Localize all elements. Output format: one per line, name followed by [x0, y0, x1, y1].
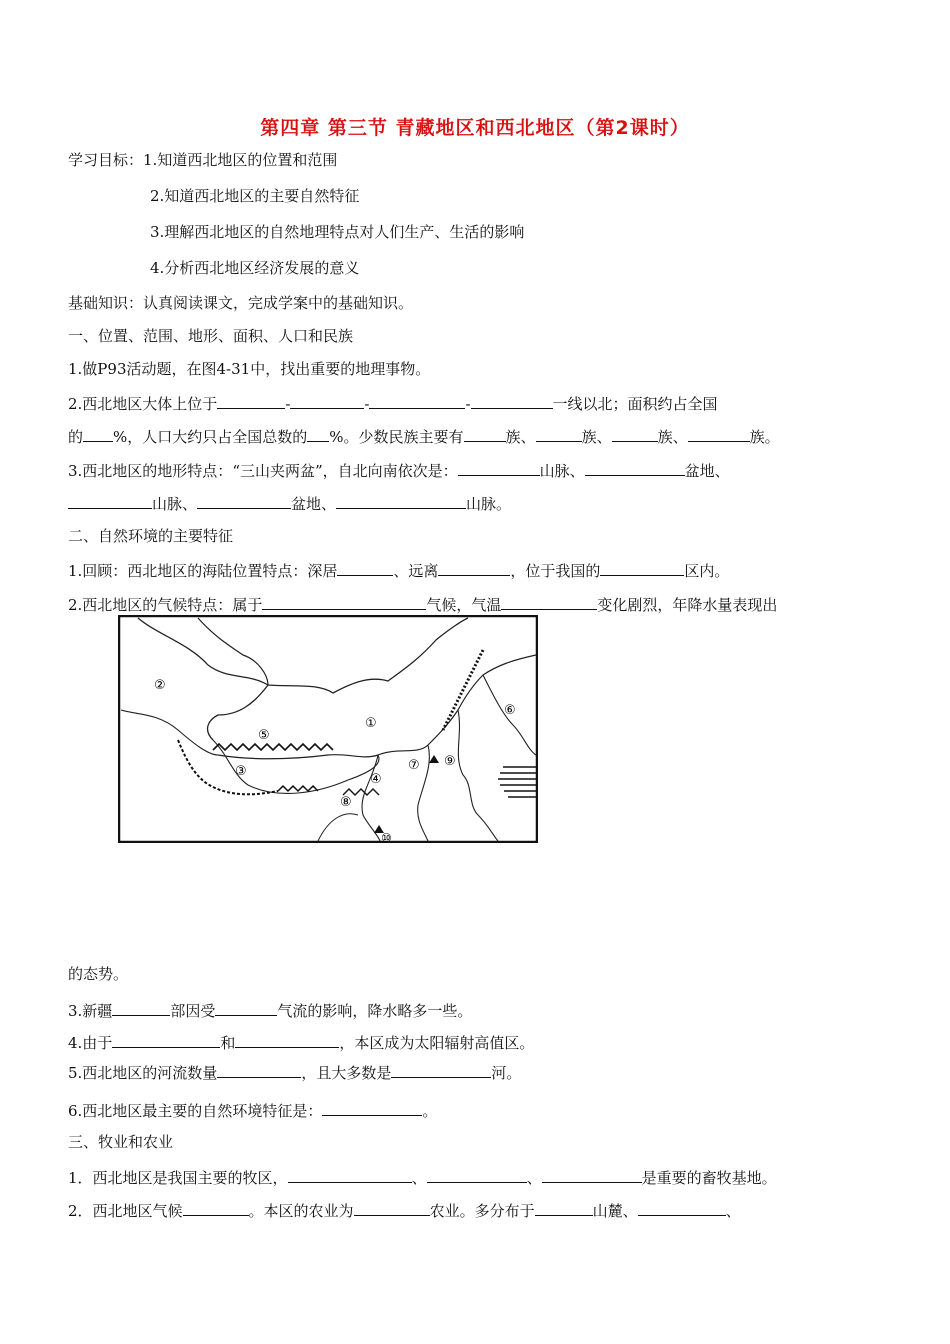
- objectives-line-1: [68, 150, 337, 170]
- answer-blank[interactable]: [183, 1199, 249, 1216]
- map-label: ⑤: [258, 728, 270, 743]
- answer-blank[interactable]: [197, 492, 291, 509]
- s1-q1: 1.做P93活动题，在图4-31中，找出重要的地理事物。: [68, 360, 431, 378]
- answer-blank[interactable]: [112, 999, 170, 1016]
- answer-blank[interactable]: [288, 1166, 412, 1183]
- s1-q2-line2: 的 %，人口大约只占全国总数的 %。少数民族主要有 族、 族、 族、 族。: [68, 425, 780, 447]
- s1-q2-line1: 2.西北地区大体上位于 - - - 一线以北；面积约占全国: [68, 392, 718, 414]
- objectives-label: 学习目标：: [68, 151, 144, 169]
- section1-heading: 一、位置、范围、地形、面积、人口和民族: [68, 327, 354, 345]
- answer-blank[interactable]: [438, 559, 510, 576]
- section2-heading: 二、自然环境的主要特征: [68, 527, 234, 545]
- map-label: ③: [235, 764, 247, 779]
- northwest-map: [118, 615, 538, 843]
- map-label: ①: [365, 716, 377, 731]
- map-label: ④: [370, 772, 382, 787]
- answer-blank[interactable]: [217, 392, 285, 409]
- answer-blank[interactable]: [391, 1061, 491, 1078]
- objective-item: 2.知道西北地区的主要自然特征: [150, 187, 360, 205]
- s2-q5: 5.西北地区的河流数量 ，且大多数是 河。: [68, 1061, 521, 1083]
- answer-blank[interactable]: [83, 425, 113, 442]
- objective-item: 1.知道西北地区的位置和范围: [143, 151, 338, 169]
- answer-blank[interactable]: [369, 392, 465, 409]
- s2-q2-line1: 2.西北地区的气候特点：属于 气候，气温 变化剧烈，年降水量表现出: [68, 593, 777, 615]
- map-label: ⑦: [408, 758, 420, 773]
- s2-q6: 6.西北地区最主要的自然环境特征是： 。: [68, 1099, 437, 1121]
- answer-blank[interactable]: [688, 425, 750, 442]
- s2-q3: 3.新疆 部因受 气流的影响，降水略多一些。: [68, 999, 472, 1021]
- map-label: ②: [154, 678, 166, 693]
- map-label: ⑩: [381, 831, 392, 843]
- answer-blank[interactable]: [501, 593, 597, 610]
- map-label: ⑧: [340, 795, 352, 810]
- page-title: 第四章 第三节 青藏地区和西北地区（第2课时）: [260, 117, 690, 139]
- answer-blank[interactable]: [112, 1031, 220, 1048]
- answer-blank[interactable]: [536, 425, 582, 442]
- section3-heading: 三、牧业和农业: [68, 1133, 174, 1151]
- s3-q2: 2．西北地区气候 。本区的农业为 农业。多分布于 山麓、 、: [68, 1199, 741, 1221]
- s2-q1: 1.回顾：西北地区的海陆位置特点：深居 、远离 ，位于我国的 区内。: [68, 559, 729, 581]
- s1-q3-line1: 3.西北地区的地形特点：“三山夹两盆”，自北向南依次是： 山脉、 盆地、: [68, 459, 730, 481]
- answer-blank[interactable]: [68, 492, 152, 509]
- s1-q3-line2: 山脉、 盆地、 山脉。: [68, 492, 511, 514]
- answer-blank[interactable]: [217, 1061, 301, 1078]
- answer-blank[interactable]: [471, 392, 553, 409]
- answer-blank[interactable]: [235, 1031, 339, 1048]
- answer-blank[interactable]: [215, 999, 277, 1016]
- answer-blank[interactable]: [354, 1199, 430, 1216]
- answer-blank[interactable]: [322, 1099, 422, 1116]
- s2-q4: 4.由于 和 ，本区成为太阳辐射高值区。: [68, 1031, 534, 1053]
- answer-blank[interactable]: [307, 425, 329, 442]
- answer-blank[interactable]: [336, 492, 466, 509]
- answer-blank[interactable]: [542, 1166, 642, 1183]
- basics-text: 基础知识：认真阅读课文，完成学案中的基础知识。: [68, 294, 414, 312]
- answer-blank[interactable]: [427, 1166, 527, 1183]
- objective-item: 3.理解西北地区的自然地理特点对人们生产、生活的影响: [150, 223, 525, 241]
- objective-item: 4.分析西北地区经济发展的意义: [150, 259, 360, 277]
- answer-blank[interactable]: [600, 559, 684, 576]
- answer-blank[interactable]: [290, 392, 364, 409]
- answer-blank[interactable]: [337, 559, 393, 576]
- s2-q2-line2: 的态势。: [68, 965, 129, 983]
- s3-q1: 1．西北地区是我国主要的牧区， 、 、 是重要的畜牧基地。: [68, 1166, 777, 1188]
- map-label: ⑥: [504, 703, 516, 718]
- answer-blank[interactable]: [464, 425, 506, 442]
- answer-blank[interactable]: [612, 425, 658, 442]
- answer-blank[interactable]: [262, 593, 426, 610]
- answer-blank[interactable]: [458, 459, 540, 476]
- answer-blank[interactable]: [535, 1199, 593, 1216]
- answer-blank[interactable]: [638, 1199, 726, 1216]
- map-label: ⑨: [444, 754, 456, 769]
- answer-blank[interactable]: [585, 459, 685, 476]
